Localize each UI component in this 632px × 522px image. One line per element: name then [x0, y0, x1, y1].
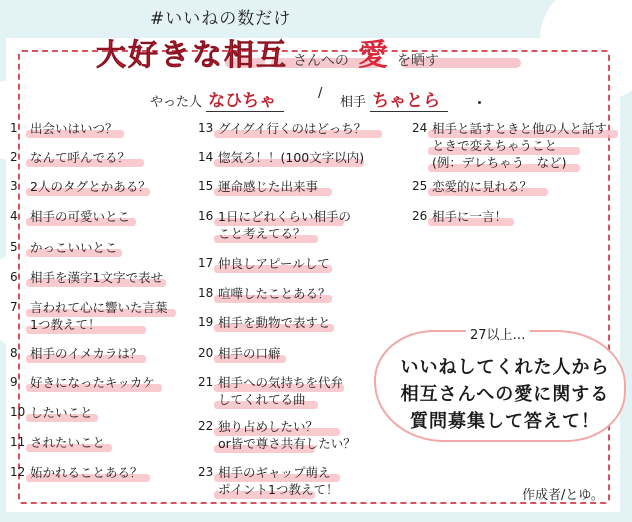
question-number: 12	[10, 465, 26, 479]
question-number: 1	[10, 121, 18, 135]
question-text: (例：デレちゃう など)	[432, 155, 567, 170]
dot-mark	[478, 101, 481, 104]
question-text: 相手のギャップ萌え	[218, 465, 331, 480]
question-text: 相手への気持ちを代弁	[218, 375, 344, 390]
question-number: 9	[10, 375, 18, 389]
question-number: 11	[10, 435, 26, 449]
question-text: 相手と話すときと他の人と話す	[432, 121, 608, 136]
question-number: 26	[412, 209, 428, 223]
question-text: 相手を動物で表すと	[218, 315, 331, 330]
question-number: 18	[198, 286, 214, 300]
question-text: してくれてる曲	[218, 392, 306, 407]
question-text: されたいこと	[30, 435, 106, 450]
question-number: 14	[198, 150, 214, 164]
question-text: 相手に一言！	[432, 209, 508, 224]
question-number: 5	[10, 240, 18, 254]
question-text: 出会いはいつ？	[30, 121, 118, 136]
question-number: 15	[198, 179, 214, 193]
question-number: 22	[198, 419, 214, 433]
question-text: かっこいいとこ	[30, 240, 118, 255]
question-text: したいこと	[30, 405, 93, 420]
question-text: 相手の可愛いとこ	[30, 209, 131, 224]
question-text: 2人のタグとかある？	[30, 179, 151, 194]
partner-value: ちゃとら	[370, 86, 448, 112]
question-text: グイグイ行くのはどっち？	[218, 121, 367, 136]
question-number: 6	[10, 270, 18, 284]
question-text: ときで変えちゃうこと	[432, 138, 558, 153]
page-title	[96, 30, 439, 74]
doer-field	[150, 86, 284, 112]
question-number: 25	[412, 179, 428, 193]
author-credit: 作成者/とゆ。	[522, 488, 604, 503]
partner-field	[340, 86, 448, 112]
question-text: or皆で尊さ共有したい？	[218, 436, 356, 451]
hashtag-title: #いいねの数だけ	[150, 9, 292, 29]
question-text: 恋愛的に見れる？	[432, 179, 533, 194]
partner-label: 相手	[340, 95, 367, 110]
extra-heading: 27以上…	[466, 324, 530, 343]
question-text: 喧嘩したことある？	[218, 286, 331, 301]
title-mid: さんへの	[293, 53, 349, 69]
question-number: 24	[412, 121, 428, 135]
question-number: 19	[198, 315, 214, 329]
extra-line-1: いいねしてくれた人から	[400, 357, 610, 378]
title-ai: 愛	[357, 38, 388, 73]
question-number: 4	[10, 209, 18, 223]
question-text: こと考えてる？	[218, 226, 306, 241]
question-text: なんて呼んでる？	[30, 150, 131, 165]
extra-line-2: 相互さんへの愛に関する	[400, 384, 610, 405]
question-text: 1日にどれくらい相手の	[218, 209, 351, 224]
doer-label: やった人	[150, 95, 203, 110]
question-text: 運命感じた出来事	[218, 179, 319, 194]
question-text: 言われて心に響いた言葉	[30, 300, 168, 315]
question-number: 13	[198, 121, 214, 135]
doer-value: なひちゃ	[206, 86, 284, 112]
title-end: を晒す	[397, 53, 440, 69]
question-text: ポイント1つ教えて！	[218, 482, 339, 497]
question-text: 1つ教えて！	[30, 317, 101, 332]
question-number: 7	[10, 300, 18, 314]
question-text: 相手のイメカラは？	[30, 346, 143, 361]
question-number: 23	[198, 465, 214, 479]
question-text: 相手の口癖	[218, 346, 281, 361]
question-text: 妬かれることある？	[30, 465, 143, 480]
question-number: 21	[198, 375, 214, 389]
question-number: 17	[198, 256, 214, 270]
question-text: 惚気ろ！！(100文字以内)	[218, 150, 365, 165]
extra-text	[390, 354, 620, 435]
question-text: 好きになったキッカケ	[30, 375, 155, 390]
question-number: 2	[10, 150, 18, 164]
question-number: 16	[198, 209, 214, 223]
question-text: 相手を漢字1文字で表せ	[30, 270, 163, 285]
question-text: 仲良しアピールして	[218, 256, 330, 271]
extra-line-3: 質問募集して答えて！	[410, 411, 600, 432]
question-number: 10	[10, 405, 26, 419]
question-number: 8	[10, 346, 18, 360]
question-number: 3	[10, 179, 18, 193]
title-main: 大好きな相互	[96, 38, 288, 73]
separator: /	[318, 86, 323, 101]
question-number: 20	[198, 346, 214, 360]
question-text: 独り占めしたい？	[218, 419, 319, 434]
